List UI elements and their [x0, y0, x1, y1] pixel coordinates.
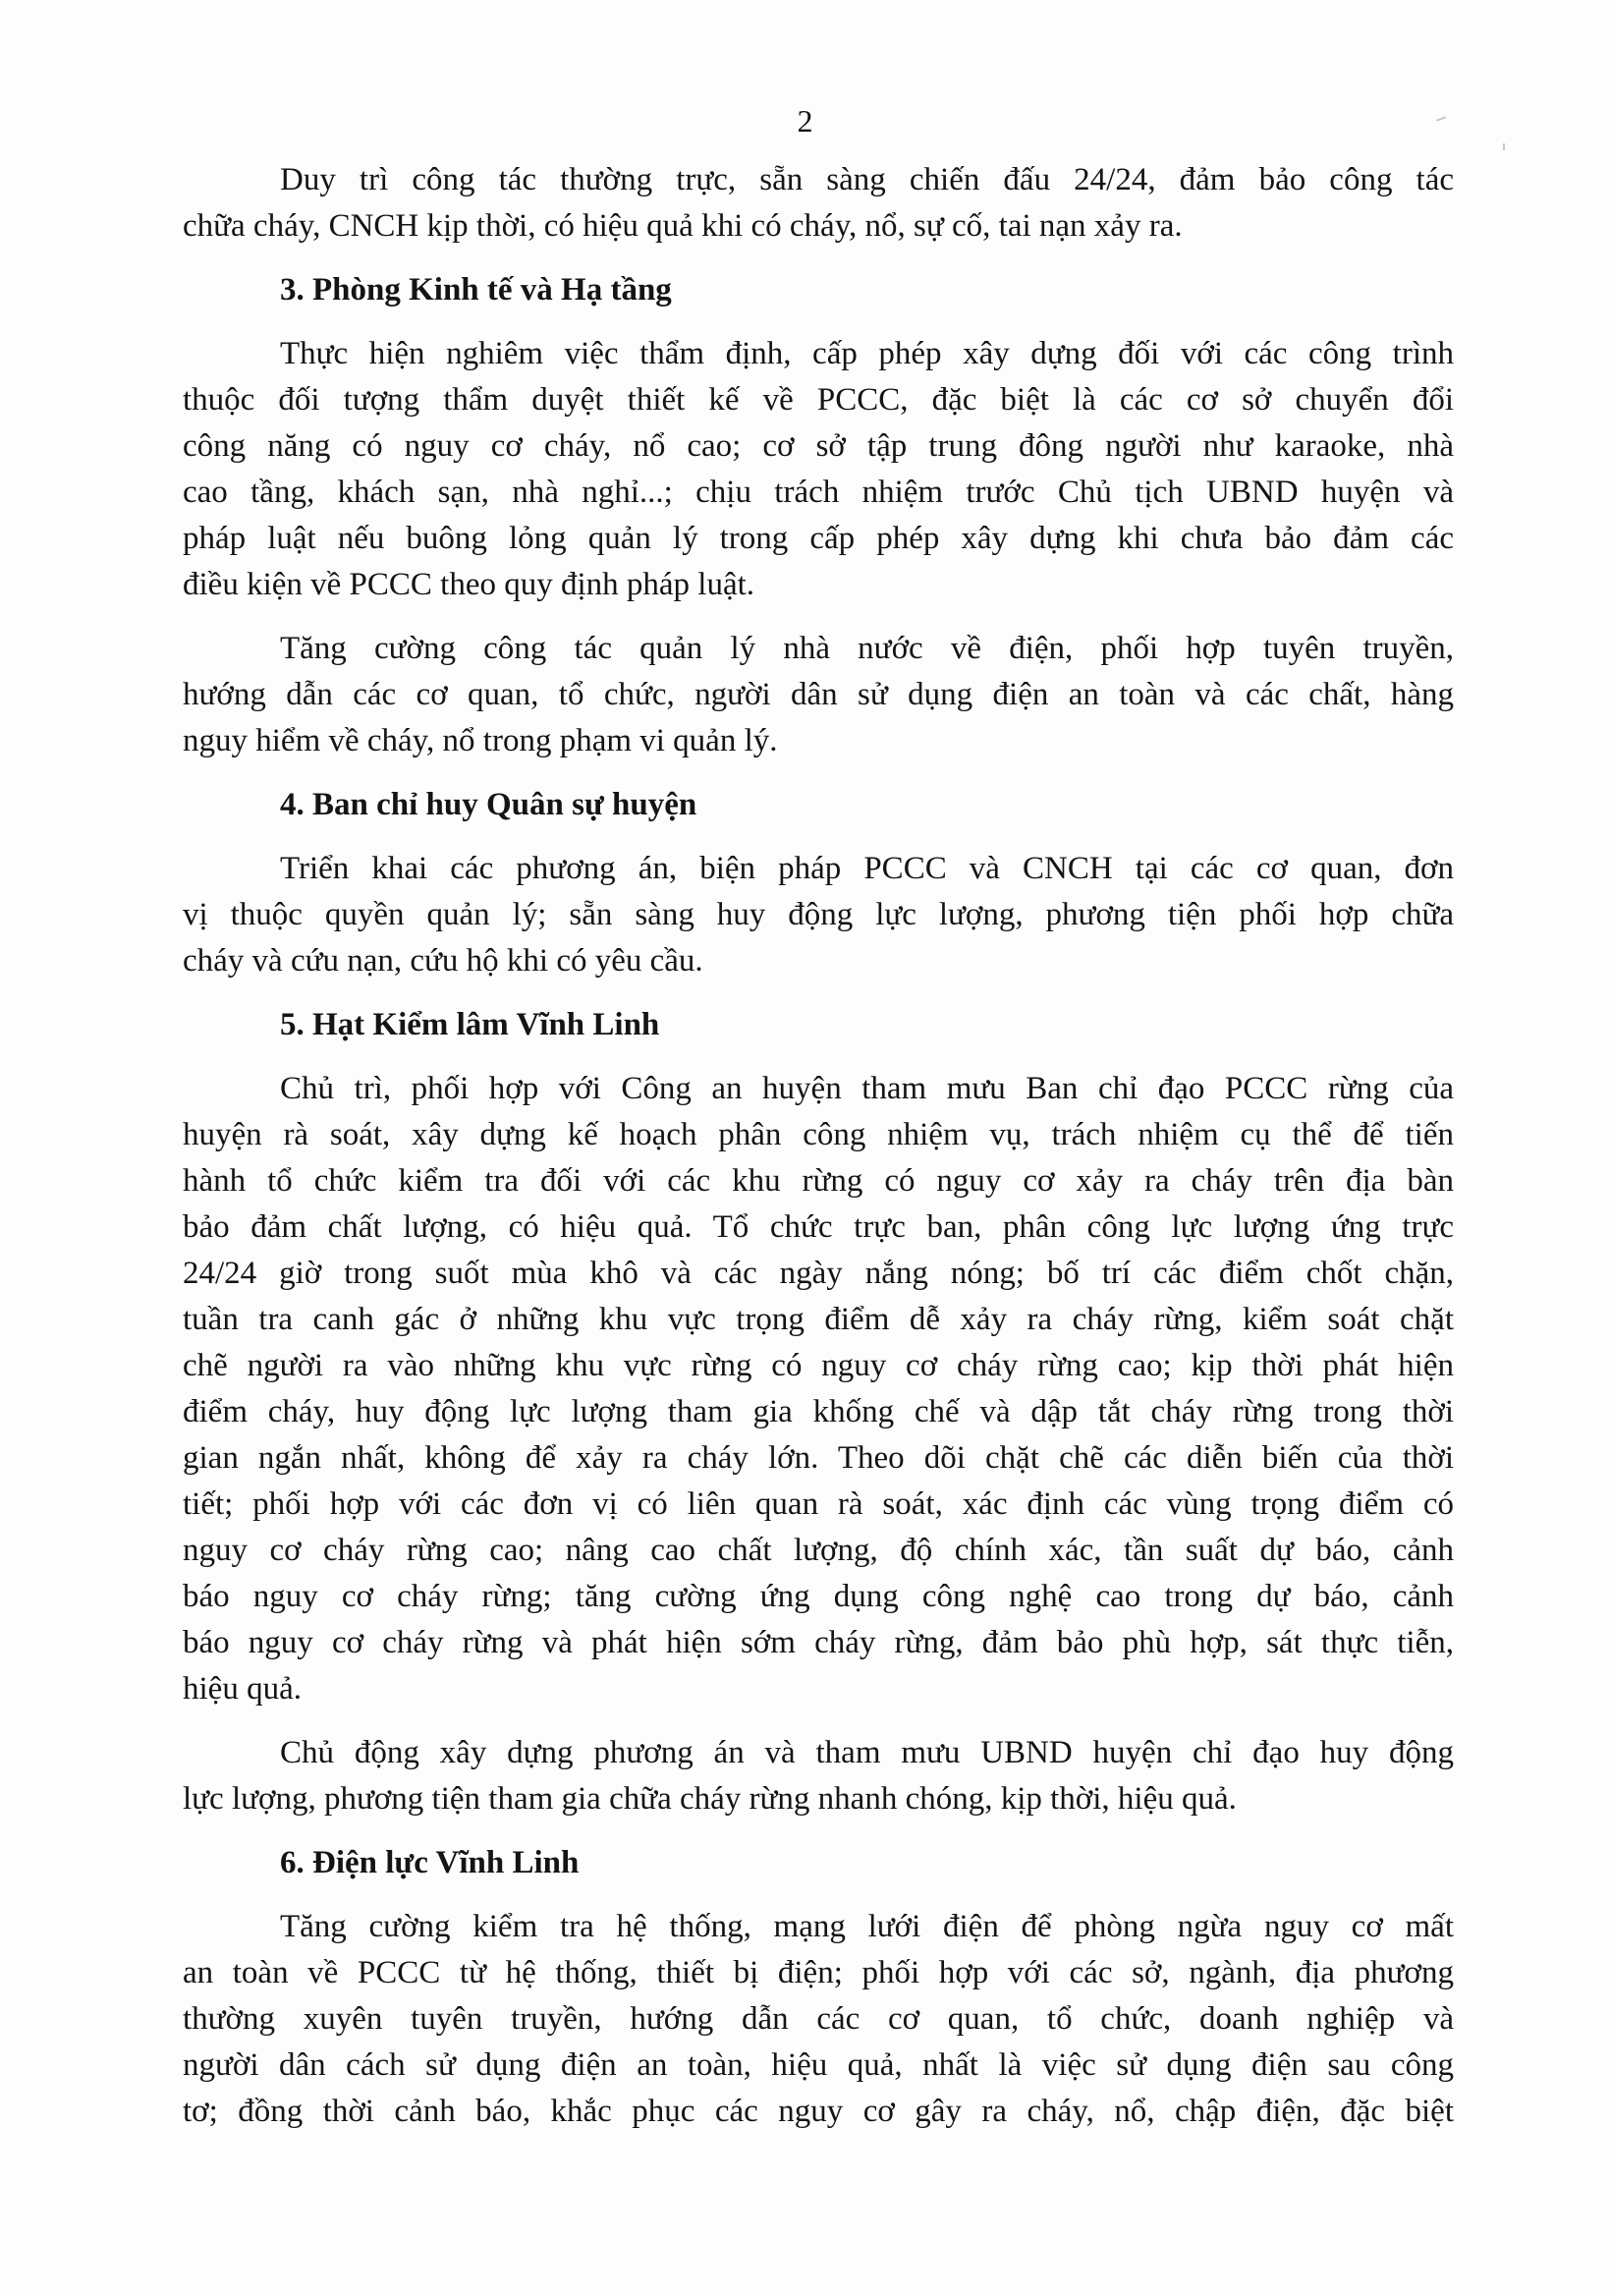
paragraph-line: hiệu quả. — [183, 1671, 302, 1707]
paragraph-line: tiết; phối hợp với các đơn vị có liên quan rà soát, xác định các vùng trọng điểm có — [183, 1486, 1454, 1522]
paragraph — [183, 846, 1454, 984]
paragraph-line: nguy hiểm về cháy, nổ trong phạm vi quản lý. — [183, 723, 778, 758]
paragraph-line: thuộc đối tượng thẩm duyệt thiết kế về PCCC, đặc biệt là các cơ sở chuyển đổi — [183, 382, 1454, 418]
paragraph-line: Chủ trì, phối hợp với Công an huyện tham mưu Ban chỉ đạo PCCC rừng của — [280, 1071, 1454, 1106]
paragraph-line: nguy cơ cháy rừng cao; nâng cao chất lượng, độ chính xác, tần suất dự báo, cảnh — [183, 1533, 1454, 1568]
paragraph-line: gian ngắn nhất, không để xảy ra cháy lớn. Theo dõi chặt chẽ các diễn biến của thời — [183, 1440, 1454, 1476]
paragraph-line: pháp luật nếu buông lỏng quản lý trong cấp phép xây dựng khi chưa bảo đảm các — [183, 521, 1454, 556]
paragraph-line: báo nguy cơ cháy rừng và phát hiện sớm cháy rừng, đảm bảo phù hợp, sát thực tiễn, — [183, 1625, 1454, 1660]
paragraph-line: cháy và cứu nạn, cứu hộ khi có yêu cầu. — [183, 943, 703, 979]
paragraph-line: lực lượng, phương tiện tham gia chữa cháy rừng nhanh chóng, kịp thời, hiệu quả. — [183, 1781, 1237, 1817]
paragraph-line: cao tầng, khách sạn, nhà nghỉ...; chịu trách nhiệm trước Chủ tịch UBND huyện và — [183, 475, 1454, 510]
paragraph-line: hành tổ chức kiểm tra đối với các khu rừng có nguy cơ xảy ra cháy trên địa bàn — [183, 1163, 1454, 1199]
paragraph-line: báo nguy cơ cháy rừng; tăng cường ứng dụng công nghệ cao trong dự báo, cảnh — [183, 1579, 1454, 1614]
document-body — [183, 157, 1454, 2153]
paragraph — [183, 331, 1454, 608]
paragraph — [183, 1904, 1454, 2135]
paragraph-line: Triển khai các phương án, biện pháp PCCC và CNCH tại các cơ quan, đơn — [280, 851, 1454, 886]
paragraph-line: 24/24 giờ trong suốt mùa khô và các ngày nắng nóng; bố trí các điểm chốt chặn, — [183, 1256, 1454, 1291]
paragraph-line: huyện rà soát, xây dựng kế hoạch phân công nhiệm vụ, trách nhiệm cụ thể để tiến — [183, 1117, 1454, 1152]
paragraph-line: điểm cháy, huy động lực lượng tham gia khống chế và dập tắt cháy rừng trong thời — [183, 1394, 1454, 1429]
section-heading: 6. Điện lực Vĩnh Linh — [280, 1845, 580, 1880]
paragraph-line: người dân cách sử dụng điện an toàn, hiệu quả, nhất là việc sử dụng điện sau công — [183, 2047, 1454, 2083]
paragraph-line: Thực hiện nghiêm việc thẩm định, cấp phép xây dựng đối với các công trình — [280, 336, 1454, 371]
section-heading: 3. Phòng Kinh tế và Hạ tầng — [280, 272, 672, 308]
paragraph-line: điều kiện về PCCC theo quy định pháp luật. — [183, 567, 755, 602]
paragraph-line: chẽ người ra vào những khu vực rừng có nguy cơ cháy rừng cao; kịp thời phát hiện — [183, 1348, 1454, 1383]
paragraph-line: an toàn về PCCC từ hệ thống, thiết bị điện; phối hợp với các sở, ngành, địa phương — [183, 1955, 1454, 1990]
paragraph-line: Chủ động xây dựng phương án và tham mưu UBND huyện chỉ đạo huy động — [280, 1735, 1454, 1770]
paragraph-line: tuần tra canh gác ở những khu vực trọng điểm dễ xảy ra cháy rừng, kiểm soát chặt — [183, 1302, 1454, 1337]
section-heading: 5. Hạt Kiểm lâm Vĩnh Linh — [280, 1007, 660, 1042]
paragraph — [183, 626, 1454, 764]
paragraph-line: chữa cháy, CNCH kịp thời, có hiệu quả khi có cháy, nổ, sự cố, tai nạn xảy ra. — [183, 208, 1183, 244]
paragraph-line: công năng có nguy cơ cháy, nổ cao; cơ sở tập trung đông người như karaoke, nhà — [183, 428, 1454, 464]
paragraph-line: Duy trì công tác thường trực, sẵn sàng chiến đấu 24/24, đảm bảo công tác — [280, 162, 1454, 197]
paragraph-line: Tăng cường công tác quản lý nhà nước về điện, phối hợp tuyên truyền, — [280, 631, 1454, 666]
paragraph-line: vị thuộc quyền quản lý; sẵn sàng huy động lực lượng, phương tiện phối hợp chữa — [183, 897, 1454, 932]
paragraph — [183, 1066, 1454, 1712]
paragraph-line: thường xuyên tuyên truyền, hướng dẫn các cơ quan, tổ chức, doanh nghiệp và — [183, 2001, 1454, 2037]
paragraph — [183, 1730, 1454, 1822]
paragraph-line: bảo đảm chất lượng, có hiệu quả. Tổ chức trực ban, phân công lực lượng ứng trực — [183, 1209, 1454, 1245]
paragraph-line: tơ; đồng thời cảnh báo, khắc phục các nguy cơ gây ra cháy, nổ, chập điện, đặc biệt — [183, 2094, 1454, 2129]
scan-artifact — [1503, 143, 1505, 150]
paragraph-line: hướng dẫn các cơ quan, tổ chức, người dân sử dụng điện an toàn và các chất, hàng — [183, 677, 1454, 712]
page-number: 2 — [797, 103, 813, 139]
section-heading: 4. Ban chỉ huy Quân sự huyện — [280, 787, 697, 822]
paragraph — [183, 157, 1454, 250]
paragraph-line: Tăng cường kiểm tra hệ thống, mạng lưới điện để phòng ngừa nguy cơ mất — [280, 1909, 1454, 1944]
